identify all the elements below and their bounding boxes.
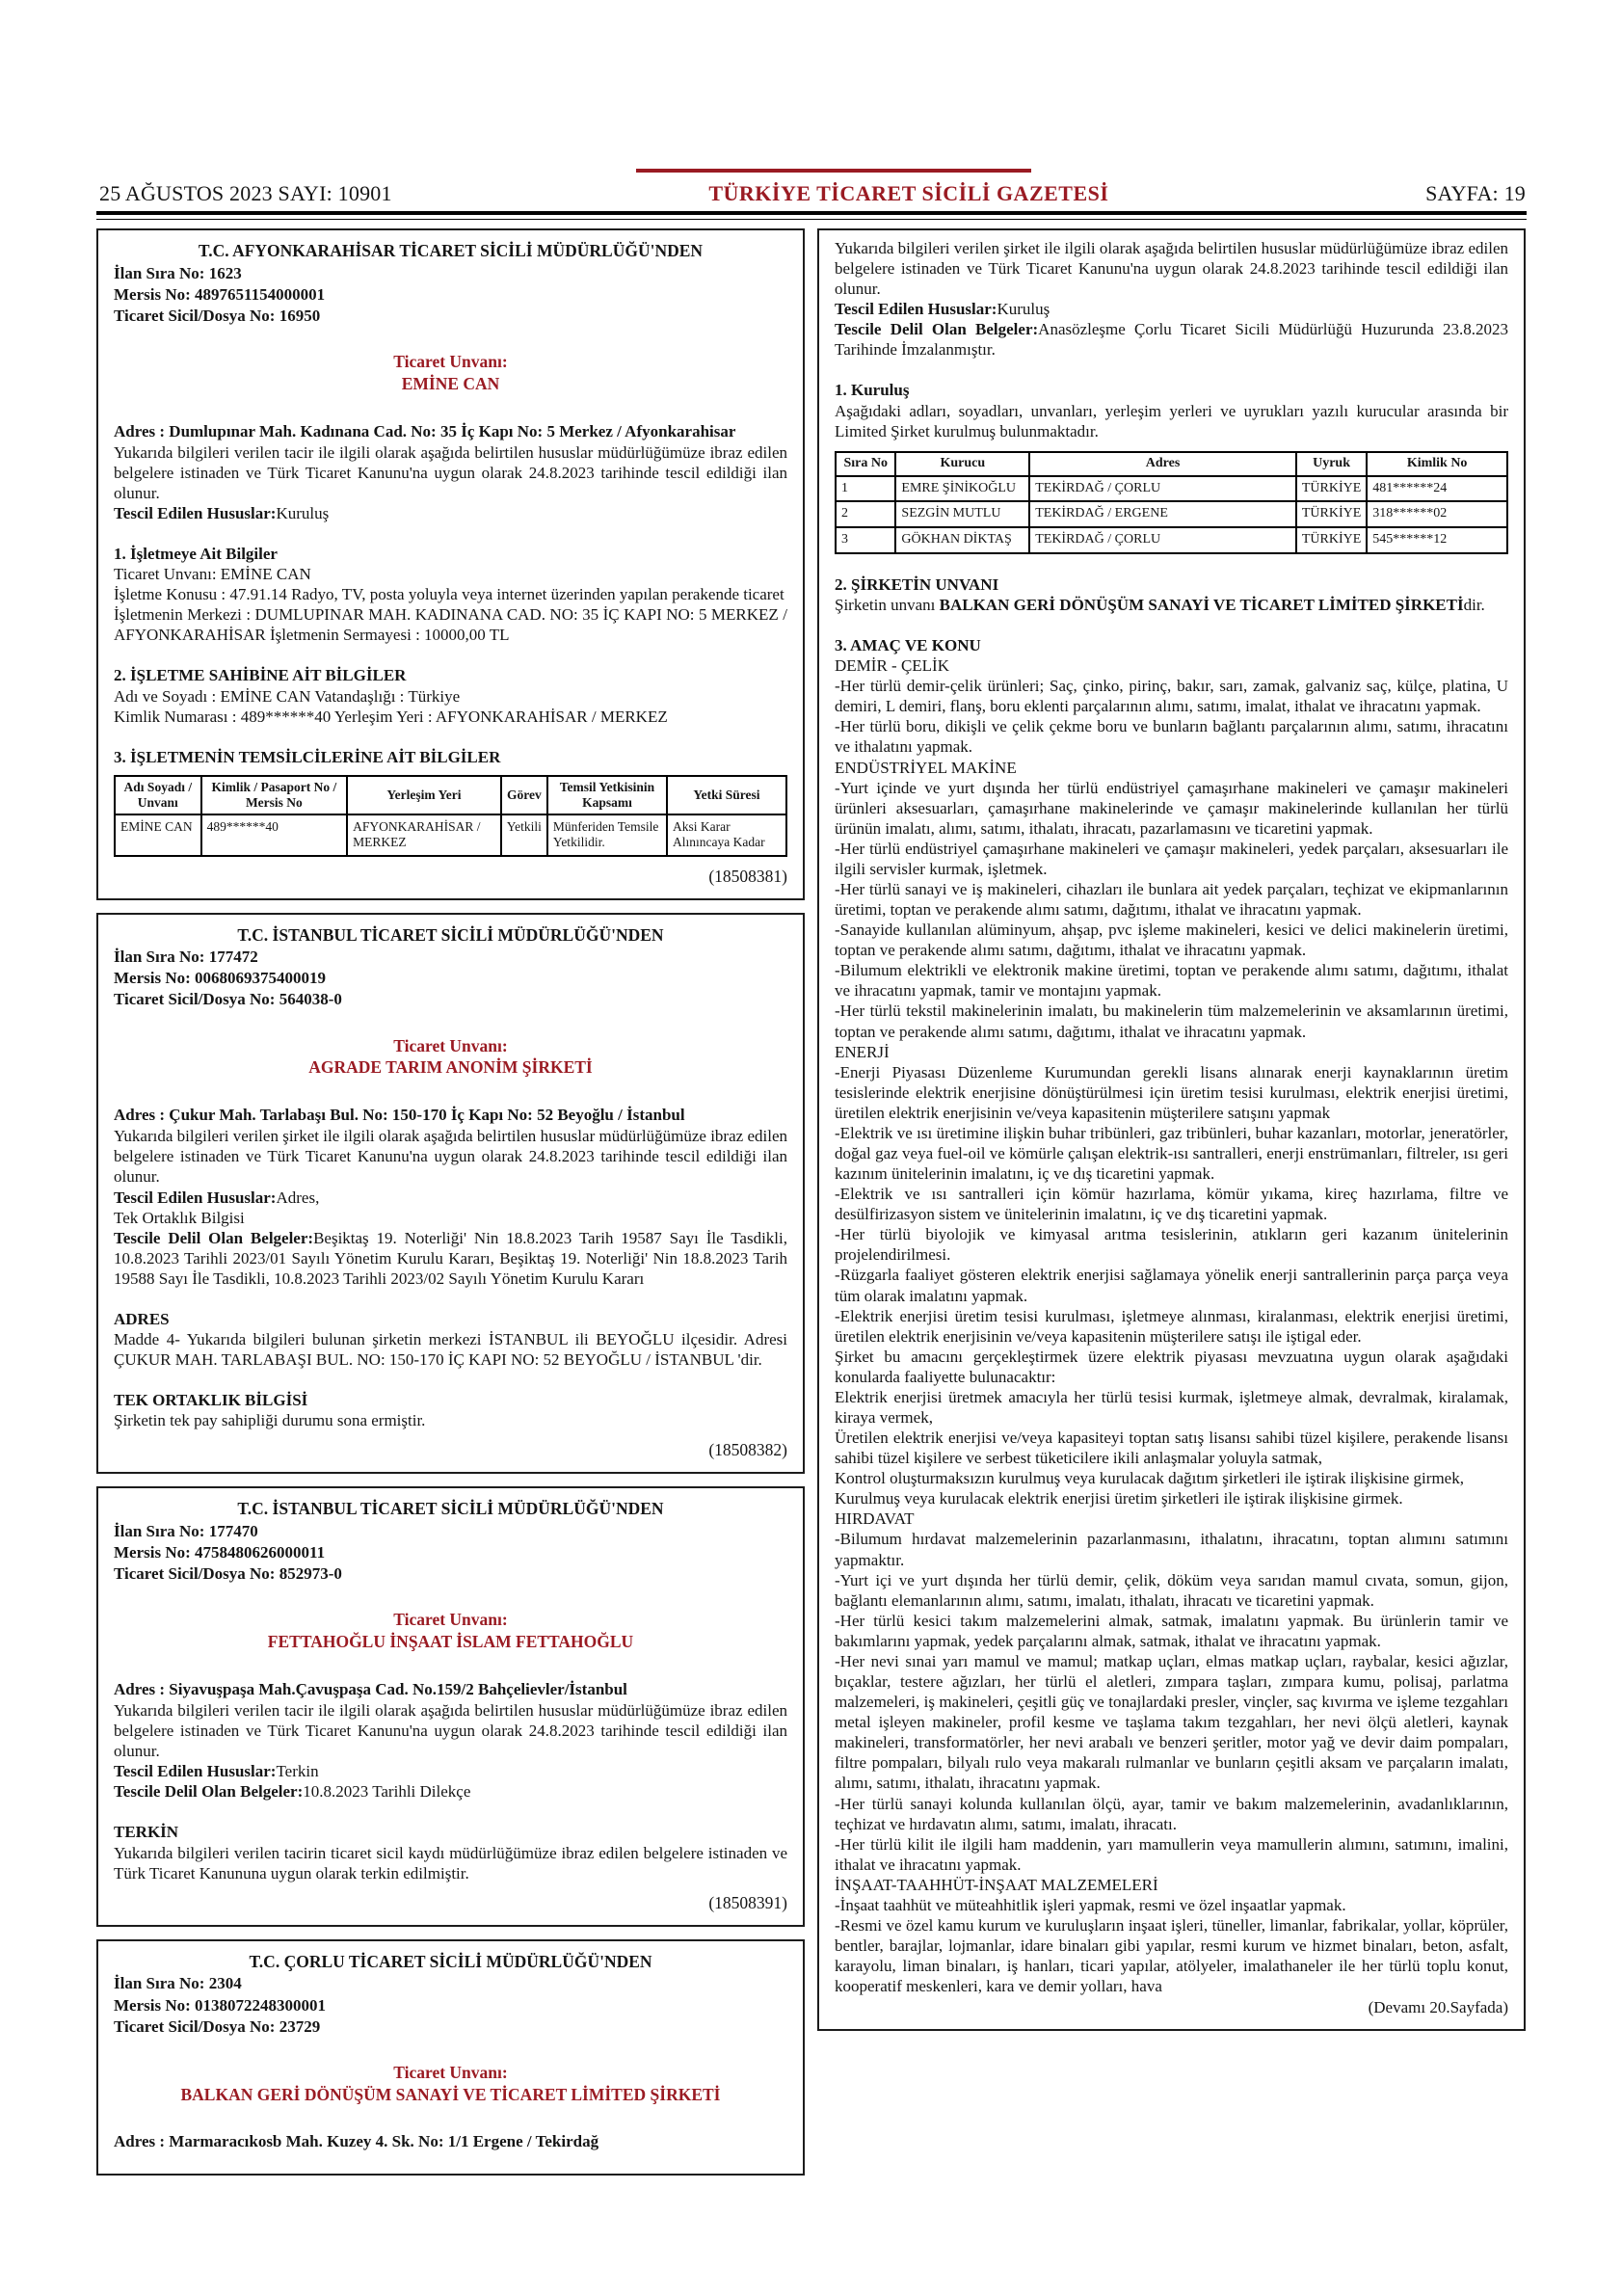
mersis-no: Mersis No: 4897651154000001 [114,284,326,304]
table-header-row [836,452,1507,476]
purpose-item: -İnşaat taahhüt ve müteahhitlik işleri yapmak, resmi ve özel inşaatlar yapmak. [835,1895,1346,1914]
header-rule-thin [96,219,1527,220]
column-header: Yetki Süresi [667,776,786,814]
trade-name-label: Ticaret Unvanı: [393,1035,508,1055]
purpose-item: -Her türlü sanayi kolunda kullanılan ölçü, ayar, tamir ve bakım malzemelerinin, avadanlıklarının, teçhizat ve hırdavatın alımı, satımı, imalatı, ihracatı. [835,1794,1508,1833]
column-header: Kimlik No [1367,452,1507,476]
sicil-dosya-no: Ticaret Sicil/Dosya No: 564038-0 [114,990,342,1009]
ilan-sira-no: İlan Sıra No: 177470 [114,1522,258,1541]
category-heading: HIRDAVAT [835,1509,915,1529]
purpose-item: -Enerji Piyasası Düzenleme Kurumundan gerekli lisans alınarak enerji kaynaklarının üretim tesislerinde elektrik enerjisine dönüştürülmesi için üretim tesisi kurulması, elektrik enerjisi üretimi, üretilen elektrik enerjisinin ve/veya kapasitenin müşterilere satışını yapmak [835,1062,1508,1122]
founders-table [835,451,1508,554]
detail-line: Tek Ortaklık Bilgisi [114,1208,245,1227]
notice-ref-number: (18508391) [708,1892,787,1912]
section-heading: 2. ŞİRKETİN UNVANI [835,574,999,594]
notice-afyonkarahisar [96,228,805,900]
trade-name-label: Ticaret Unvanı: [393,352,508,372]
column-header: Temsil Yetkisinin Kapsamı [547,776,667,814]
column-header: Adı Soyadı / Unvanı [115,776,201,814]
detail-line: Yukarıda bilgileri verilen tacirin ticaret sicil kaydı müdürlüğümüze ibraz edilen belgelere istinaden ve Türk Ticaret Kanununa uygun olarak terkin edilmiştir. [114,1843,787,1882]
trade-name: AGRADE TARIM ANONİM ŞİRKETİ [308,1057,593,1078]
category-heading: İNŞAAT-TAAHHÜT-İNŞAAT MALZEMELERİ [835,1875,1158,1894]
table-header-row [115,776,786,814]
category-heading: ENERJİ [835,1042,890,1061]
purpose-item: -Yurt içinde ve yurt dışında her türlü endüstriyel çamaşırhane makineleri ve çamaşır makineleri ürünleri aksesuarları, çamaşırhane makinelerinde ve çamaşır makinelerinde kullanılan her türlü ürünün imalatı, alımı, satımı, ithalatı, ihracatı, pazarlamasını ve ticaretini yapmak. [835,778,1508,838]
purpose-item: Kurulmuş veya kurulacak elektrik enerjisi üretim şirketleri ile iştirak ilişkisine girmek. [835,1489,1403,1508]
notice-balkan-start [96,1939,805,2176]
registered-matters: Tescil Edilen Hususlar:Adres, [114,1188,320,1207]
purpose-item: -Her nevi sınai yarı mamul ve mamul; matkap uçları, elmas matkap uçları, raybalar, kesici ağızlar, bıçaklar, testere ağızları, her türlü el aletleri, zımpara taşları, zımpara kumu, polisaj, parlatma malzemeleri, iş makineleri, çeşitli güç ve tonajlardaki presler, vinçler, saç kıvırma ve işleme tezgahları metal işleyen makineler, profil kesme ve taşlama takım tezgahları, her nevi ölçü aletleri, kaynak makineleri, transformatörler, her nevi arabalı ve benzeri şeritler, motor yağ ve devir daim pompaları, filtre pompaları, bilyalı rulo veya makaralı rulmanlar ve bunların çeşitli aksam ve parçaların imalatı, alımı, satımı, ithalatı, ihracatını yapmak. [835,1651,1508,1793]
representatives-table [114,775,787,857]
category-heading: ENDÜSTRİYEL MAKİNE [835,758,1017,777]
notice-ref-number: (18508381) [708,866,787,886]
evidence-documents: Tescile Delil Olan Belgeler:10.8.2023 Tarihli Dilekçe [114,1782,471,1802]
purpose-item: -Her türlü endüstriyel çamaşırhane makineleri ve çamaşır makineleri, yedek parçaları, aksesuarları ile ilgili servisler kurmak, işletmek. [835,839,1508,878]
table-cell: 318******02 [1367,501,1507,527]
intro-paragraph: Yukarıda bilgileri verilen şirket ile ilgili olarak aşağıda belirtilen hususlar müdürlüğümüze ibraz edilen belgelere istinaden ve Türk Ticaret Kanunu'na uygun olarak 24.8.2023 tarihinde tescil edildiği ilan olunur. [835,239,1508,299]
company-name-sentence: Şirketin unvanı BALKAN GERİ DÖNÜŞÜM SANAYİ VE TİCARET LİMİTED ŞİRKETİdir. [835,595,1485,614]
masthead-red-rule [636,169,1031,173]
trade-name-label: Ticaret Unvanı: [393,1610,508,1630]
sicil-dosya-no: Ticaret Sicil/Dosya No: 852973-0 [114,1564,342,1584]
purpose-item: -Yurt içi ve yurt dışında her türlü demir, çelik, döküm veya sarıdan mamul cıvata, somun, gijon, bağlantı elemanlarının alımı, satımı, imalatı, ithalatı, ihracatı ve ticaretini yapmak. [835,1570,1508,1610]
detail-line: Kimlik Numarası : 489******40 Yerleşim Yeri : AFYONKARAHİSAR / MERKEZ [114,707,668,726]
section-heading: 1. İşletmeye Ait Bilgiler [114,545,278,564]
issue-date-number: 25 AĞUSTOS 2023 SAYI: 10901 [99,181,392,205]
purpose-item: -Her türlü biyolojik ve kimyasal arıtma tesislerinin, atıkların geri kazanım ünitelerinin projelendirilmesi. [835,1225,1508,1265]
section-heading: 2. İŞLETME SAHİBİNE AİT BİLGİLER [114,666,407,685]
section-heading: ADRES [114,1309,170,1328]
notice-fettahoglu [96,1486,805,1926]
purpose-item: -Her türlü kesici takım malzemelerini almak, satmak, imalatını yapmak. Bu ürünlerin tamir ve bakımlarını yapmak, yedek parçalarını almak, satmak, ithalat ve ihracatını yapmak. [835,1611,1508,1650]
continuation-note: (Devamı 20.Sayfada) [1368,1998,1508,2017]
table-cell: TEKİRDAĞ / ÇORLU [1029,476,1296,502]
table-cell: Münferiden Temsile Yetkilidir. [547,814,667,855]
left-column [96,228,805,2188]
section-heading: 1. Kuruluş [835,381,910,400]
table-cell: TÜRKİYE [1296,527,1367,553]
table-row [115,814,786,855]
table-row [836,476,1507,502]
table-cell: TÜRKİYE [1296,501,1367,527]
evidence-documents: Tescile Delil Olan Belgeler:Anasözleşme Çorlu Ticaret Sicili Müdürlüğü Huzurunda 23.8.2023 Tarihinde İmzalanmıştır. [835,320,1508,360]
section-heading: TERKİN [114,1823,179,1842]
gazette-title: TÜRKİYE TİCARET SİCİLİ GAZETESİ [708,181,1109,205]
table-cell: EMRE ŞİNİKOĞLU [895,476,1029,502]
purpose-item: Elektrik enerjisi üretmek amacıyla her türlü tesisi kurmak, işletmeye almak, devralmak, kiralamak, kiraya vermek, [835,1387,1508,1428]
ilan-sira-no: İlan Sıra No: 177472 [114,948,258,967]
notice-balkan-continuation [817,228,1526,2031]
section-heading: 3. İŞLETMENİN TEMSİLCİLERİNE AİT BİLGİLER [114,747,501,766]
purpose-item: -Bilumum elektrikli ve elektronik makine üretimi, toptan ve perakende alımı satımı, dağıtımı, ithalat ve ihracatını yapmak, tamir ve montajını yapmak. [835,961,1508,1001]
registry-office-title: T.C. İSTANBUL TİCARET SİCİLİ MÜDÜRLÜĞÜ'NDEN [237,1499,664,1519]
purpose-item: -Her türlü kilit ile ilgili ham maddenin, yarı mamullerin veya mamullerin alımını, satımını, imalini, ithalat ve ihracatını yapmak. [835,1834,1508,1874]
intro-paragraph: Yukarıda bilgileri verilen tacir ile ilgili olarak aşağıda belirtilen hususlar müdürlüğümüze ibraz edilen belgelere istinaden ve Türk Ticaret Kanunu'na uygun olarak 24.8.2023 tarihinde tescil edildiği ilan olunur. [114,442,787,502]
purpose-item: -Her türlü demir-çelik ürünleri; Saç, çinko, pirinç, bakır, sarı, zamak, galvaniz saç, külçe, platina, U demiri, L demiri, flanş, boru eklenti parçalarının alımı, satımı, imalat, ithalat ve ihracatını yapmak. [835,677,1508,716]
sicil-dosya-no: Ticaret Sicil/Dosya No: 16950 [114,306,321,325]
table-cell: 1 [836,476,895,502]
detail-line: Madde 4- Yukarıda bilgileri bulunan şirketin merkezi İSTANBUL ili BEYOĞLU ilçesidir. Adresi ÇUKUR MAH. TARLABAŞI BUL. NO: 150-170 İÇ KAPI NO: 52 BEYOĞLU / İSTANBUL 'dir. [114,1329,787,1370]
category-heading: DEMİR - ÇELİK [835,656,949,676]
column-header: Sıra No [836,452,895,476]
purpose-item: -Rüzgarla faaliyet gösteren elektrik enerjisi sağlamaya yönelik enerji santrallerinin parça parça veya tüm olarak imalatını yapmak. [835,1266,1508,1305]
section-heading: 3. AMAÇ VE KONU [835,636,981,655]
sicil-dosya-no: Ticaret Sicil/Dosya No: 23729 [114,2016,321,2036]
table-cell: Aksi Karar Alınıncaya Kadar [667,814,786,855]
mersis-no: Mersis No: 4758480626000011 [114,1543,326,1562]
table-cell: Yetkili [501,814,547,855]
registered-matters: Tescil Edilen Hususlar:Kuruluş [835,300,1050,319]
page-masthead [99,181,1526,206]
registered-matters: Tescil Edilen Hususlar:Kuruluş [114,503,330,522]
purpose-item: Kontrol oluşturmaksızın kurulmuş veya kurulacak dağıtım şirketleri ile iştirak ilişkisine girmek, [835,1469,1464,1488]
column-header: Kurucu [895,452,1029,476]
two-column-layout [96,228,1527,2188]
address-line: Adres : Çukur Mah. Tarlabaşı Bul. No: 150-170 İç Kapı No: 52 Beyoğlu / İstanbul [114,1106,685,1125]
intro-paragraph: Yukarıda bilgileri verilen şirket ile ilgili olarak aşağıda belirtilen hususlar müdürlüğümüze ibraz edilen belgelere istinaden ve Türk Ticaret Kanunu'na uygun olarak 24.8.2023 tarihinde tescil edildiği ilan olunur. [114,1127,787,1187]
purpose-item: -Her türlü boru, dikişli ve çelik çekme boru ve bunların bağlantı parçalarının alımı, satımı, ihracatını ve ithalatını yapmak. [835,717,1508,757]
purpose-item: Şirket bu amacını gerçekleştirmek üzere elektrik piyasası mevzuatına uygun olarak aşağıdaki konularda faaliyette bulunacaktır: [835,1347,1508,1386]
detail-line: Şirketin tek pay sahipliği durumu sona ermiştir. [114,1411,426,1430]
purpose-item: -Her türlü tekstil makinelerinin imalatı, bu makinelerin tüm malzemelerinin ve aksamlarının üretimi, toptan ve perakende alımı satımı, dağıtımı, ithalat ve ihracatını yapmak. [835,1001,1508,1041]
ilan-sira-no: İlan Sıra No: 1623 [114,263,242,282]
header-rule-thick [96,211,1527,215]
ilan-sira-no: İlan Sıra No: 2304 [114,1974,242,1993]
registry-office-title: T.C. AFYONKARAHİSAR TİCARET SİCİLİ MÜDÜRLÜĞÜ'NDEN [198,241,704,260]
detail-line: Ticaret Unvanı: EMİNE CAN [114,565,311,584]
notice-agrade [96,913,805,1475]
detail-line: İşletme Konusu : 47.91.14 Radyo, TV, posta yoluyla veya internet üzerinden yapılan perakende ticaret [114,585,784,604]
table-cell: 3 [836,527,895,553]
trade-name: EMİNE CAN [401,373,500,393]
registry-office-title: T.C. ÇORLU TİCARET SİCİLİ MÜDÜRLÜĞÜ'NDEN [249,1951,652,1971]
purpose-item: -Elektrik ve ısı üretimine ilişkin buhar tribünleri, gaz tribünleri, buhar kazanları, motorlar, jeneratörler, doğal gaz veya fuel-oil ve kömürle çalışan elektrik-ısı santralleri, enerji enstrümanları, filtreler, ısı geri kazınım ünitelerinin imalatını, iç ve dış ticaretini yapmak. [835,1123,1508,1184]
table-cell: 2 [836,501,895,527]
purpose-item: Üretilen elektrik enerjisi ve/veya kapasiteyi toptan satış lisansı sahibi tüzel kişilere, perakende lisansı sahibi tüzel kişilere ve serbest tüketicilere ikili anlaşmalar yoluyla satmak, [835,1428,1508,1468]
table-cell: SEZGİN MUTLU [895,501,1029,527]
column-header: Yerleşim Yeri [347,776,501,814]
founding-paragraph: Aşağıdaki adları, soyadları, unvanları, yerleşim yerleri ve uyrukları yazılı kurucular arasında bir Limited Şirket kurulmuş bulunmaktadır. [835,401,1508,441]
address-line: Adres : Marmaracıkosb Mah. Kuzey 4. Sk. No: 1/1 Ergene / Tekirdağ [114,2132,599,2151]
address-line: Adres : Siyavuşpaşa Mah.Çavuşpaşa Cad. No.159/2 Bahçelievler/İstanbul [114,1679,627,1698]
mersis-no: Mersis No: 0138072248300001 [114,1995,327,2015]
trade-name: BALKAN GERİ DÖNÜŞÜM SANAYİ VE TİCARET LİMİTED ŞİRKETİ [180,2084,721,2104]
table-cell: EMİNE CAN [115,814,201,855]
purpose-item: -Sanayide kullanılan alüminyum, ahşap, pvc işleme makineleri, kesici ve delici makinelerin üretimi, toptan ve perakende alımı satımı, dağıtımı, ithalat ve ihracatını yapmak. [835,921,1508,960]
registered-matters: Tescil Edilen Hususlar:Terkin [114,1762,319,1781]
right-column [817,228,1526,2043]
table-row [836,501,1507,527]
column-header: Kimlik / Pasaport No / Mersis No [201,776,347,814]
registry-office-title: T.C. İSTANBUL TİCARET SİCİLİ MÜDÜRLÜĞÜ'NDEN [237,924,664,945]
page-number: SAYFA: 19 [1425,181,1526,205]
purpose-item: -Her türlü sanayi ve iş makineleri, cihazları ile bunlara ait yedek parçaları, teçhizat ve ekipmanlarının üretimi, toptan ve perakende alımı satımı, dağıtımı, ithalat ve ihracatını yapmak. [835,879,1508,920]
column-header: Adres [1029,452,1296,476]
purpose-item: -Resmi ve özel kamu kurum ve kuruluşların inşaat işleri, tüneller, limanlar, fabrikalar, yollar, köprüler, bentler, barajlar, lojmanlar, idare binaları gibi yapılar, resmi kurum ve hizmet binaları, beton, asfalt, karayolu, liman binaları, iş hanları, ticari yapılar, atölyeler, imalathaneler ile her türlü toplu konut, kooperatif meskenleri, kara ve demir yolları, hava [835,1915,1508,1996]
mersis-no: Mersis No: 0068069375400019 [114,969,327,988]
table-cell: GÖKHAN DİKTAŞ [895,527,1029,553]
detail-line: Adı ve Soyadı : EMİNE CAN Vatandaşlığı : Türkiye [114,686,461,706]
purpose-item: -Elektrik ve ısı santralleri için kömür hazırlama, kömür yıkama, kireç hazırlama, filtre ve desülfirizasyon sistem ve ünitelerinin imalatını, iç ve dış ticaretini yapmak. [835,1185,1508,1224]
intro-paragraph: Yukarıda bilgileri verilen tacir ile ilgili olarak aşağıda belirtilen hususlar müdürlüğümüze ibraz edilen belgelere istinaden ve Türk Ticaret Kanunu'na uygun olarak 24.8.2023 tarihinde tescil edildiği ilan olunur. [114,1701,787,1761]
purpose-item: -Bilumum hırdavat malzemelerinin pazarlanmasını, ithalatını, ihracatını, toptan alımını satımını yapmaktır. [835,1530,1508,1569]
column-header: Görev [501,776,547,814]
address-line: Adres : Dumlupınar Mah. Kadınana Cad. No: 35 İç Kapı No: 5 Merkez / Afyonkarahisar [114,421,736,441]
purpose-item: -Elektrik enerjisi üretim tesisi kurulması, işletmeye alınması, kiralanması, elektrik enerjisi üretimi, üretilen elektrik enerjisinin ve/veya kapasitenin müşterilere satışı ile iştigal eder. [835,1306,1508,1346]
notice-ref-number: (18508382) [708,1440,787,1460]
table-cell: TEKİRDAĞ / ÇORLU [1029,527,1296,553]
evidence-documents: Tescile Delil Olan Belgeler:Beşiktaş 19. Noterliği' Nin 18.8.2023 Tarih 19587 Sayı İle Tasdikli, 10.8.2023 Tarihli 2023/01 Sayılı Yönetim Kurulu Kararı, Beşiktaş 19. Noterliği' Nin 18.8.2023 Tarih 19588 Sayı İle Tasdikli, 10.8.2023 Tarihli 2023/02 Sayılı Yönetim Kurulu Kararı [114,1228,787,1288]
table-cell: 545******12 [1367,527,1507,553]
trade-name-label: Ticaret Unvanı: [393,2062,508,2082]
column-header: Uyruk [1296,452,1367,476]
table-cell: 489******40 [201,814,347,855]
table-cell: AFYONKARAHİSAR / MERKEZ [347,814,501,855]
section-heading: TEK ORTAKLIK BİLGİSİ [114,1391,308,1410]
table-cell: 481******24 [1367,476,1507,502]
table-cell: TEKİRDAĞ / ERGENE [1029,501,1296,527]
table-row [836,527,1507,553]
detail-line: İşletmenin Merkezi : DUMLUPINAR MAH. KADINANA CAD. NO: 35 İÇ KAPI NO: 5 MERKEZ / AFYONKARAHİSAR İşletmenin Sermayesi : 10000,00 TL [114,605,787,645]
table-cell: TÜRKİYE [1296,476,1367,502]
trade-name: FETTAHOĞLU İNŞAAT İSLAM FETTAHOĞLU [267,1632,634,1652]
